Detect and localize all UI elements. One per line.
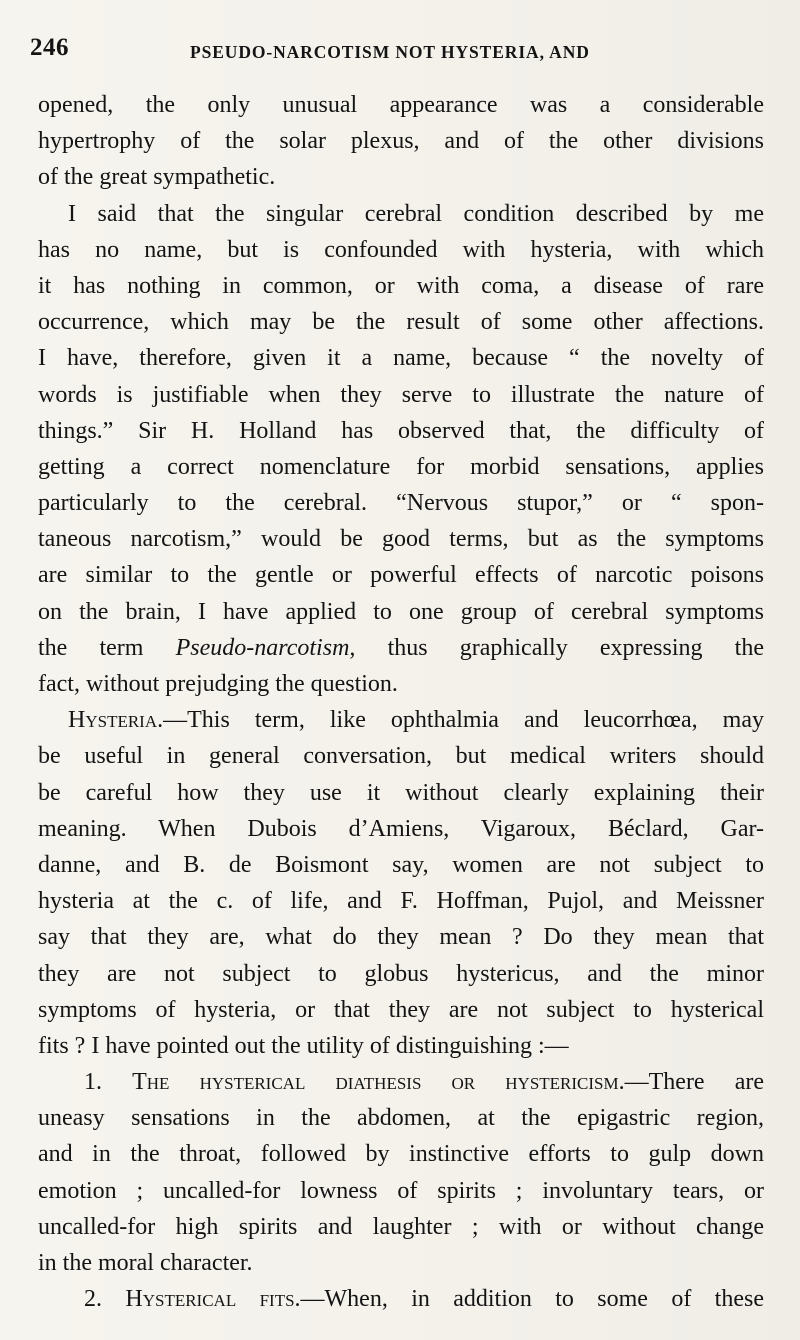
text-line: emotion ; uncalled-for lowness of spirits ; involuntary tears, or [38,1177,764,1204]
list-number: 1. [84,1069,133,1096]
text-line: it has nothing in common, or with coma, a disease of rare [38,272,764,299]
text-line [38,630,764,666]
text-line [38,702,764,738]
section-heading: Hysterical fits. [125,1286,301,1313]
text-line: I said that the singular cerebral condition described by me [68,200,764,227]
text-line: things.” Sir H. Holland has observed that, the difficulty of [38,417,764,444]
text-line: taneous narcotism,” would be good terms, but as the symptoms [38,526,764,553]
text-line: fits ? I have pointed out the utility of distinguishing :— [38,1032,569,1059]
text-fragment: —There are [624,1069,764,1096]
text-line: they are not subject to globus hystericus, and the minor [38,960,764,987]
list-number: 2. [84,1286,126,1313]
text-line: fact, without prejudging the question. [38,671,398,697]
text-fragment: —This term, like ophthalmia and leucorrhœa, may [163,707,764,734]
text-line: particularly to the cerebral. “Nervous stupor,” or “ spon- [38,490,764,517]
text-line: words is justifiable when they serve to illustrate the nature of [38,381,764,408]
text-line: opened, the only unusual appearance was a considerable [38,92,764,118]
text-line: uneasy sensations in the abdomen, at the epigastric region, [38,1105,764,1132]
text-line: be careful how they use it without clearly explaining their [38,779,764,806]
running-head: PSEUDO-NARCOTISM NOT HYSTERIA, AND [190,42,590,62]
page-number: 246 [30,34,69,61]
section-heading: The hysterical diathesis or hystericism. [132,1069,625,1096]
text-line: say that they are, what do they mean ? Do they mean that [38,924,764,951]
text-line [38,1281,764,1317]
text-line: symptoms of hysteria, or that they are not subject to hysterical [38,996,764,1023]
text-line: be useful in general conversation, but medical writers should [38,743,764,770]
text-line: occurrence, which may be the result of some other affections. [38,309,764,336]
page-header [30,34,770,74]
text-line: meaning. When Dubois d’Amiens, Vigaroux, Béclard, Gar- [38,815,764,842]
text-line: getting a correct nomenclature for morbid sensations, applies [38,453,764,480]
text-line [38,1064,764,1100]
text-line: I have, therefore, given it a name, because “ the novelty of [38,345,764,372]
text-fragment: thus graphically expressing the [355,634,764,661]
text-line: in the moral character. [38,1250,253,1276]
text-line: danne, and B. de Boismont say, women are not subject to [38,851,764,878]
text-line: are similar to the gentle or powerful effects of narcotic poisons [38,562,764,589]
text-fragment: —When, in addition to some of these [300,1286,764,1313]
text-line: has no name, but is confounded with hysteria, with which [38,236,764,263]
body-text [38,87,764,1317]
text-line: of the great sympathetic. [38,164,276,191]
text-line: uncalled-for high spirits and laughter ; with or without change [38,1213,764,1240]
text-line: hypertrophy of the solar plexus, and of the other divisions [38,128,764,155]
italic-term: Pseudo-narcotism, [175,634,356,661]
text-line: and in the throat, followed by instinctive efforts to gulp down [38,1141,764,1168]
text-line: hysteria at the c. of life, and F. Hoffman, Pujol, and Meissner [38,888,764,915]
section-heading: Hysteria. [68,707,164,734]
text-line: on the brain, I have applied to one group of cerebral symptoms [38,598,764,625]
text-fragment: the term [38,634,176,661]
